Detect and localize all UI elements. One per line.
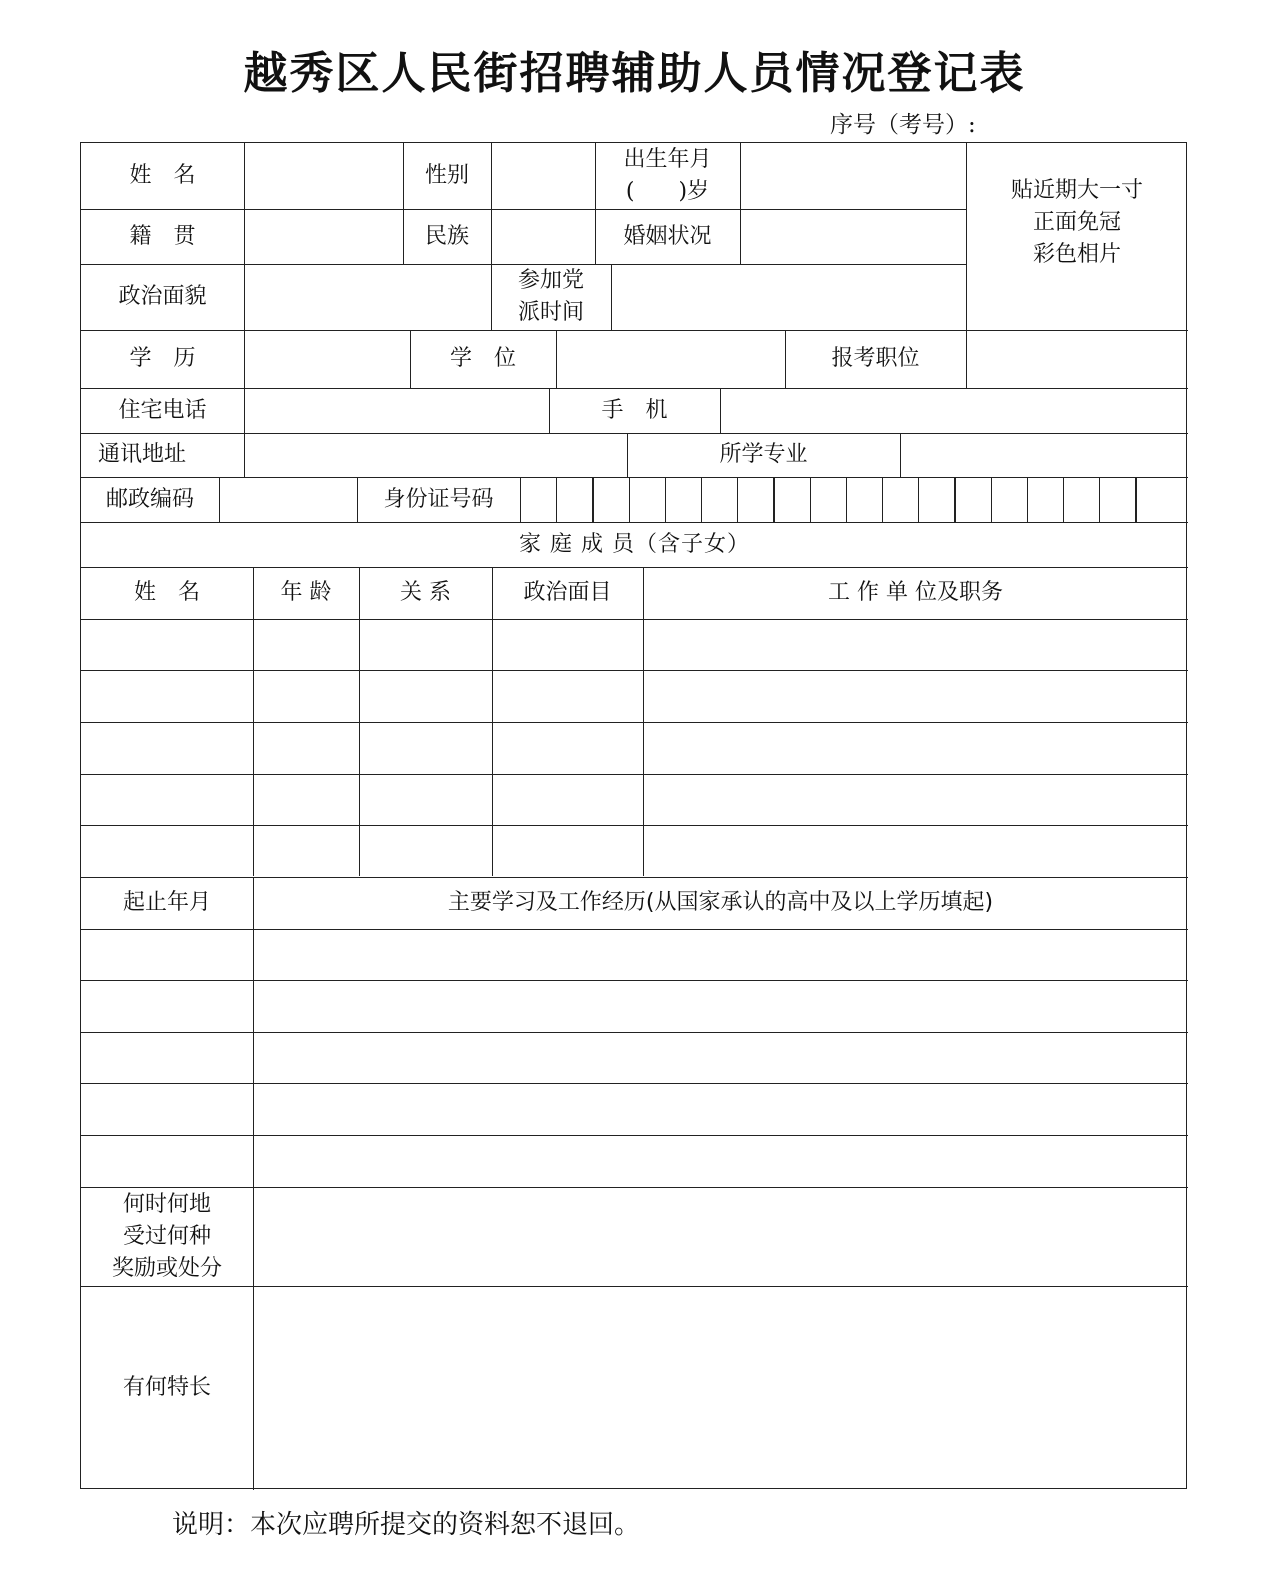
political-status-label: 政治面貌 xyxy=(118,284,207,309)
id-digit-box[interactable] xyxy=(773,477,809,522)
applied-position-label: 报考职位 xyxy=(831,346,920,371)
id-digit-box[interactable] xyxy=(810,477,846,522)
family-col-political: 政治面目 xyxy=(523,580,612,605)
id-digit-box[interactable] xyxy=(592,477,628,522)
awards-label: 何时何地 受过何种 奖励或处分 xyxy=(111,1191,222,1281)
id-digit-box[interactable] xyxy=(846,477,882,522)
name-field[interactable] xyxy=(244,143,403,209)
id-digit-box[interactable] xyxy=(1063,477,1099,522)
specialty-field[interactable] xyxy=(253,1286,1188,1490)
marital-status-field[interactable] xyxy=(740,209,966,264)
mobile-label: 手 机 xyxy=(601,397,668,423)
id-digit-box[interactable] xyxy=(701,477,737,522)
ethnicity-label: 民族 xyxy=(424,223,469,249)
home-phone-field[interactable] xyxy=(244,388,549,433)
gender-field[interactable] xyxy=(491,143,595,209)
id-digit-box[interactable] xyxy=(1099,477,1135,522)
marital-status-label: 婚姻状况 xyxy=(623,223,712,249)
id-digit-box[interactable] xyxy=(1027,477,1063,522)
serial-number-label: 序号（考号）: xyxy=(830,112,976,138)
major-field[interactable] xyxy=(900,433,1188,477)
home-phone-label: 住宅电话 xyxy=(118,397,207,423)
postcode-label: 邮政编码 xyxy=(105,486,194,512)
education-label: 学 历 xyxy=(129,346,196,371)
ethnicity-field[interactable] xyxy=(491,209,595,264)
family-col-age: 年 龄 xyxy=(280,580,332,605)
id-digit-box[interactable] xyxy=(954,477,990,522)
footer-note: 说明：本次应聘所提交的资料恕不退回。 xyxy=(172,1510,641,1540)
address-field[interactable] xyxy=(244,433,627,477)
birth-field[interactable] xyxy=(740,143,966,209)
awards-field[interactable] xyxy=(253,1187,1188,1286)
address-label: 通讯地址 xyxy=(97,442,186,467)
family-col-work-unit: 工 作 单 位及职务 xyxy=(828,580,1003,605)
history-header: 主要学习及工作经历(从国家承认的高中及以上学历填起) xyxy=(447,890,994,915)
id-digit-box[interactable] xyxy=(520,477,556,522)
birth-label: 出生年月 ( )岁 xyxy=(623,147,712,204)
form-title: 越秀区人民街招聘辅助人员情况登记表 xyxy=(243,48,1026,99)
id-digit-box[interactable] xyxy=(882,477,918,522)
native-place-field[interactable] xyxy=(244,209,403,264)
degree-label: 学 位 xyxy=(449,346,516,371)
major-label: 所学专业 xyxy=(719,442,808,467)
id-digit-box[interactable] xyxy=(918,477,954,522)
id-digit-box[interactable] xyxy=(665,477,701,522)
mobile-field[interactable] xyxy=(720,388,1188,433)
specialty-label: 有何特长 xyxy=(122,1375,211,1400)
family-section-title: 家 庭 成 员（含子女） xyxy=(519,531,750,557)
id-digit-box[interactable] xyxy=(556,477,592,522)
id-digit-box[interactable] xyxy=(991,477,1027,522)
registration-form xyxy=(80,142,1187,1489)
postcode-field[interactable] xyxy=(219,477,357,522)
degree-field[interactable] xyxy=(556,330,785,388)
native-place-label: 籍 贯 xyxy=(129,223,196,249)
applied-position-field[interactable] xyxy=(966,330,1188,388)
id-digit-box[interactable] xyxy=(629,477,665,522)
id-digit-box[interactable] xyxy=(737,477,773,522)
political-status-field[interactable] xyxy=(244,264,491,330)
photo-placeholder[interactable]: 贴近期大一寸 正面免冠 彩色相片 xyxy=(1010,178,1143,267)
id-digit-box[interactable] xyxy=(1135,477,1171,522)
education-field[interactable] xyxy=(244,330,410,388)
id-number-label: 身份证号码 xyxy=(383,486,494,512)
party-join-time-label: 参加党 派时间 xyxy=(517,268,584,325)
party-join-time-field[interactable] xyxy=(611,264,966,330)
name-label: 姓 名 xyxy=(129,163,196,188)
gender-label: 性别 xyxy=(424,163,469,188)
family-col-relation: 关 系 xyxy=(400,580,451,605)
history-date-label: 起止年月 xyxy=(122,890,211,915)
family-col-name: 姓 名 xyxy=(133,580,200,605)
